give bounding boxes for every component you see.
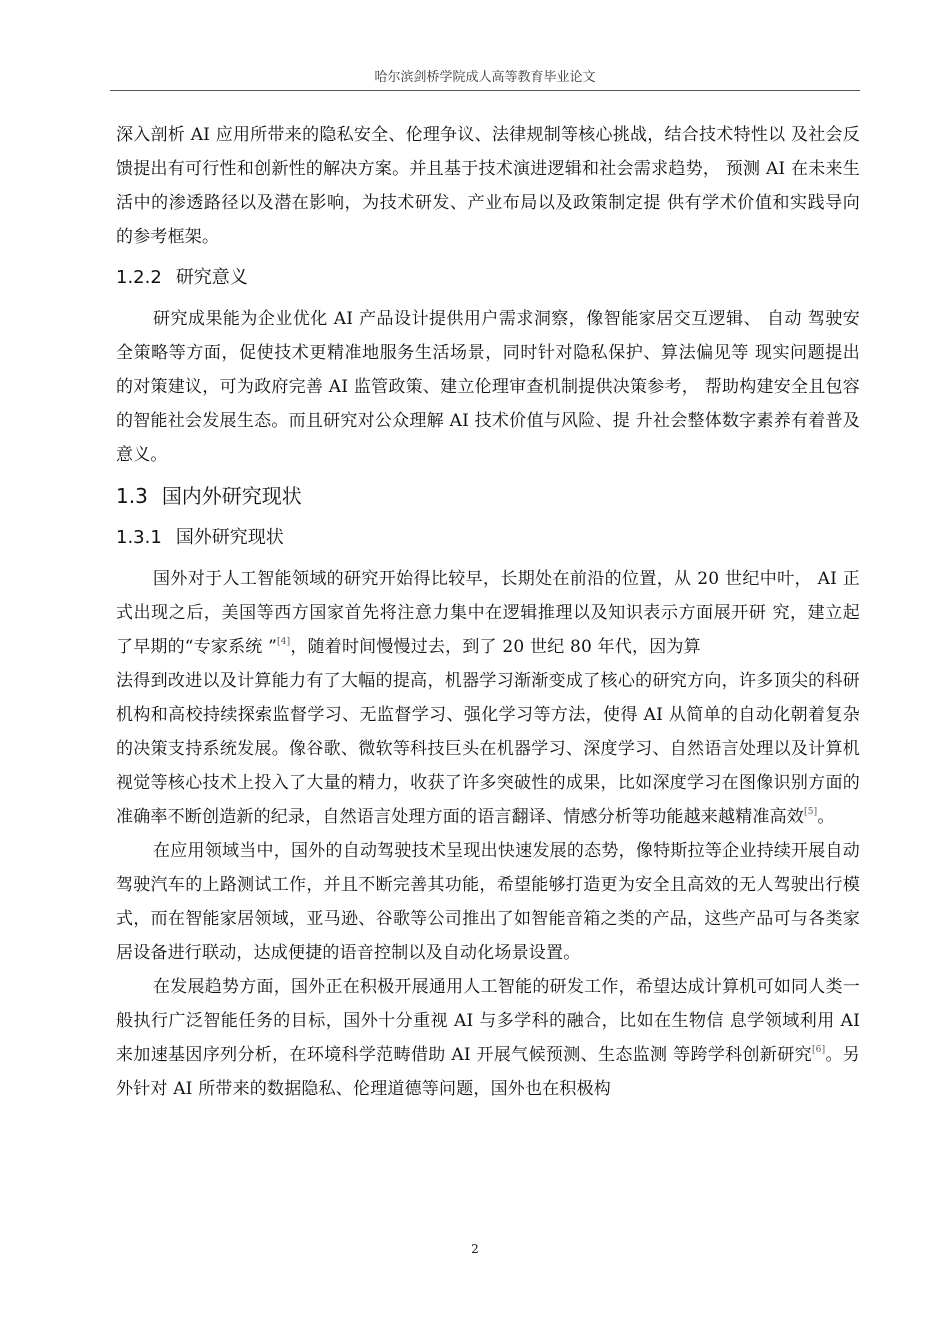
running-header: 哈尔滨剑桥学院成人高等教育毕业论文 — [374, 70, 596, 85]
paragraph-significance: 研究成果能为企业优化 AI 产品设计提供用户需求洞察，像智能家居交互逻辑、 自动 驾驶安全策略等方面，促使技术更精准地服务生活场景，同时针对隐私保护、算法偏见等 现实问题提出的对策建议，可为政府完善 AI 监管政策、建立伦理审查机制提供决策参考， 帮助构建安全且包容的智能社会发展生态。而且研究对公众理解 AI 技术价值与风险、提 升社会整体数字素养有着普及意义。 — [116, 309, 860, 465]
heading-number: 1.2.2 — [116, 267, 162, 288]
citation-4: [4] — [277, 637, 291, 647]
paragraph-foreign-2 — [116, 664, 860, 834]
paragraph-foreign-4 — [116, 970, 860, 1106]
paragraph-foreign-1 — [116, 562, 860, 664]
page-number: 2 — [471, 1242, 479, 1256]
citation-5: [5] — [804, 807, 818, 817]
paragraph-text: ，随着时间慢慢过去，到了 20 世纪 80 年代，因为算 — [290, 637, 701, 657]
paragraph-text: 国外对于人工智能领域的研究开始得比较早，长期处在前沿的位置，从 20 世纪中叶， AI 正式出现之后，美国等西方国家首先将注意力集中在逻辑推理以及知识表示方面展开研 究，建立起了早期的“专家系统 ” — [116, 569, 860, 657]
paragraph-foreign-3: 在应用领域当中，国外的自动驾驶技术呈现出快速发展的态势，像特斯拉等企业持续开展自动驾驶汽车的上路测试工作，并且不断完善其功能，希望能够打造更为安全且高效的无人驾驶出行模式，而在智能家居领域，亚马逊、谷歌等公司推出了如智能音箱之类的产品，这些产品可与各类家居设备进行联动，达成便捷的语音控制以及自动化场景设置。 — [116, 841, 860, 963]
heading-1-2-2 — [116, 260, 860, 296]
paragraph-text: 法得到改进以及计算能力有了大幅的提高，机器学习渐渐变成了核心的研究方向，许多顶尖的科研机构和高校持续探索监督学习、无监督学习、强化学习等方法，使得 AI 从简单的自动化朝着复杂的决策支持系统发展。像谷歌、微软等科技巨头在机器学习、深度学习、自然语言处理以及计算机视觉等核心技术上投入了大量的精力，收获了许多突破性的成果，比如深度学习在图像识别方面的准确率不断创造新的纪录，自然语言处理方面的语言翻译、情感分析等功能越来越精准高效 — [116, 671, 860, 827]
paragraph-text: 。另外针对 AI 所带来的数据隐私、伦理道德等问题，国外也在积极构 — [116, 1045, 860, 1099]
header-rule — [110, 90, 860, 91]
heading-1-3 — [116, 478, 860, 514]
heading-1-3-1 — [116, 520, 860, 556]
paragraph-text: 在发展趋势方面，国外正在积极开展通用人工智能的研发工作，希望达成计算机可如同人类一般执行广泛智能任务的目标，国外十分重视 AI 与多学科的融合，比如在生物信 息学领域利用 AI 来加速基因序列分析，在环境科学范畴借助 AI 开展气候预测、生态监测 等跨学科创新研究 — [116, 977, 860, 1065]
heading-number: 1.3 — [116, 484, 148, 508]
citation-6: [6] — [811, 1045, 826, 1055]
document-body — [116, 118, 860, 1106]
heading-title: 国外研究现状 — [175, 527, 284, 548]
heading-title: 研究意义 — [175, 267, 248, 288]
heading-title: 国内外研究现状 — [161, 484, 302, 508]
heading-number: 1.3.1 — [116, 527, 162, 548]
paragraph-intro: 深入剖析 AI 应用所带来的隐私安全、伦理争议、法律规制等核心挑战，结合技术特性以 及社会反馈提出有可行性和创新性的解决方案。并且基于技术演进逻辑和社会需求趋势， 预测 AI 在未来生活中的渗透路径以及潜在影响，为技术研发、产业布局以及政策制定提 供有学术价值和实践导向的参考框架。 — [116, 125, 860, 247]
paragraph-text: 。 — [817, 807, 835, 827]
